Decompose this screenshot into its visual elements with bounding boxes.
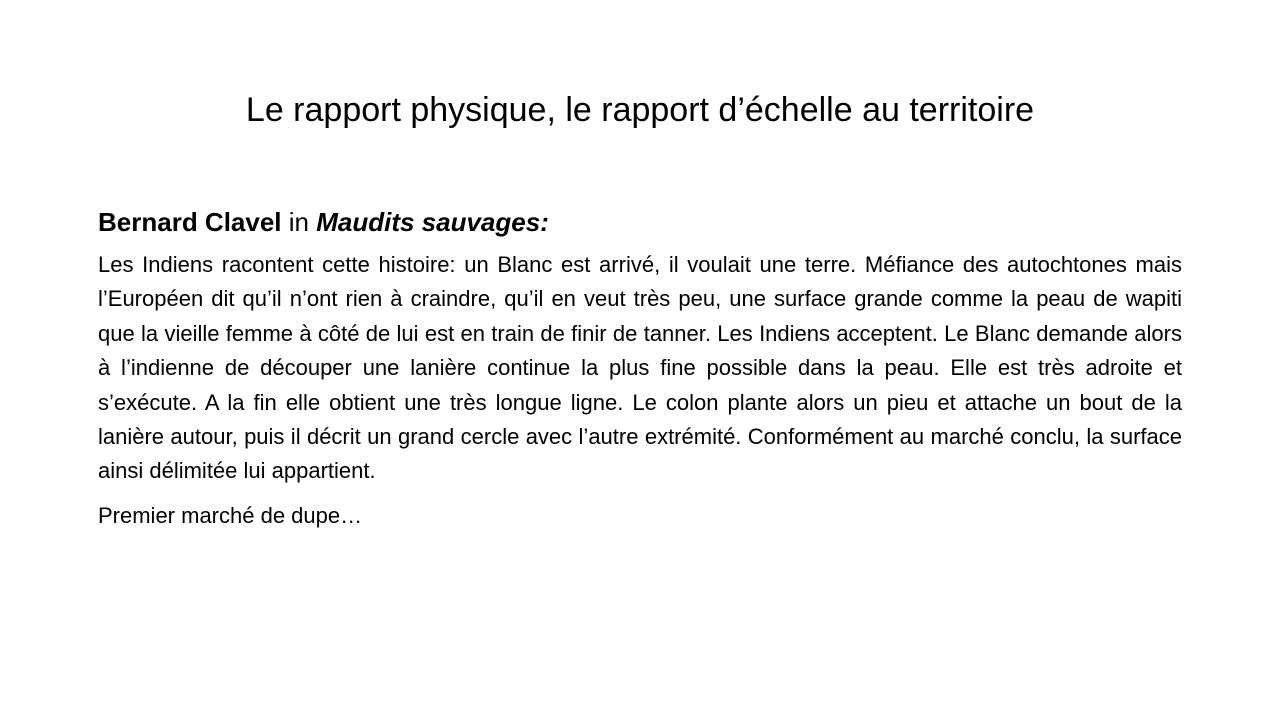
attribution-line	[98, 204, 1182, 240]
quote-paragraph: Les Indiens racontent cette histoire: un Blanc est arrivé, il voulait une terre. Méfiance des autochtones mais l’Européen dit qu’il n’ont rien à craindre, qu’il en veut très peu, une surface grande comme la peau de wapiti que la vieille femme à côté de lui est en train de finir de tanner. Les Indiens acceptent. Le Blanc demande alors à l’indienne de découper une lanière continue la plus fine possible dans la peau. Elle est très adroite et s’exécute. A la fin elle obtient une très longue ligne. Le colon plante alors un pieu et attache un bout de la lanière autour, puis il décrit un grand cercle avec l’autre extrémité. Conformément au marché conclu, la surface ainsi délimitée lui appartient.	[98, 252, 1182, 484]
slide-title: Le rapport physique, le rapport d’échelle au territoire	[245, 91, 1035, 129]
attribution-connector: in	[281, 207, 317, 237]
closing-line: Premier marché de dupe…	[98, 502, 363, 528]
author-name: Bernard Clavel	[98, 207, 282, 237]
slide-body	[98, 204, 1182, 533]
work-title: Maudits sauvages:	[316, 207, 549, 237]
